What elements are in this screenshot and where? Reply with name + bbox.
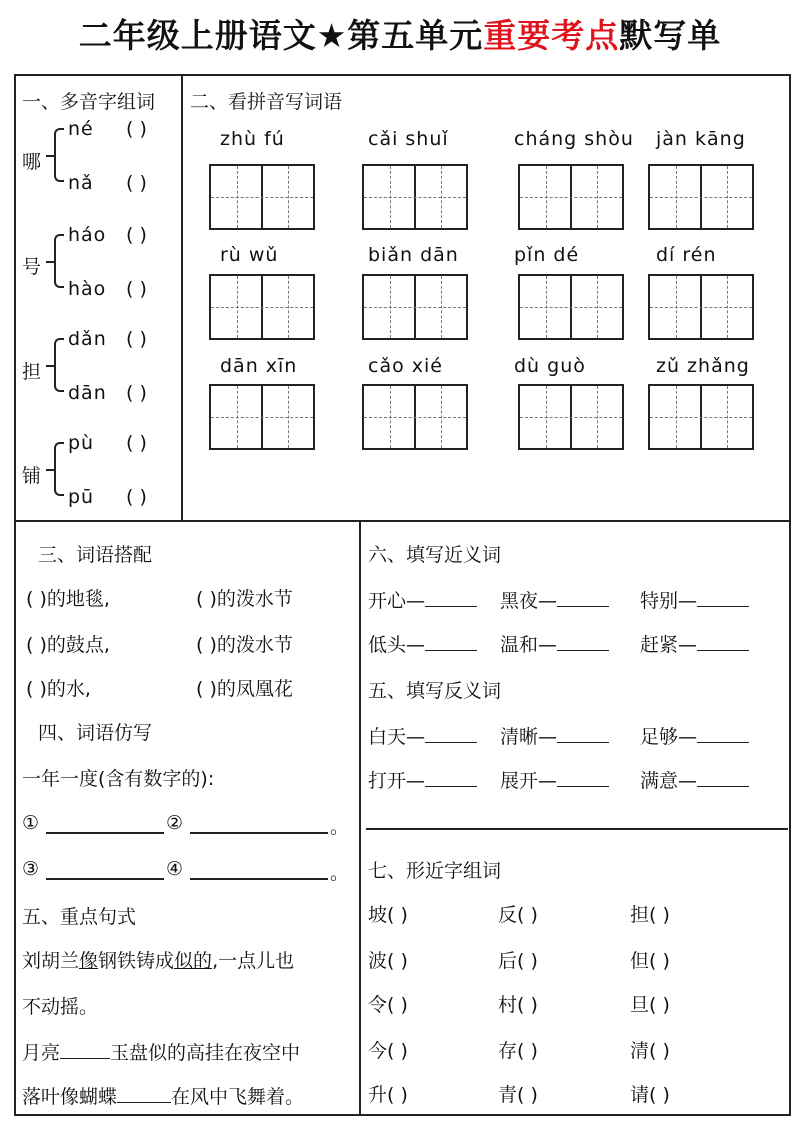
circled-number: ③ bbox=[22, 858, 40, 880]
collocation-item[interactable]: ( )的泼水节 bbox=[196, 588, 293, 610]
brace bbox=[54, 442, 64, 496]
writing-box[interactable] bbox=[518, 164, 624, 230]
section3-title: 三、词语搭配 bbox=[38, 544, 153, 566]
collocation-item[interactable]: ( )的水, bbox=[26, 678, 91, 700]
brace bbox=[54, 338, 64, 392]
similar-char-item[interactable]: 反( ) bbox=[498, 904, 538, 926]
frame-top bbox=[14, 74, 791, 76]
similar-char-item[interactable]: 升( ) bbox=[368, 1084, 408, 1106]
similar-char-item[interactable]: 令( ) bbox=[368, 994, 408, 1016]
pinyin-label: né bbox=[68, 118, 94, 140]
pinyin-label: nǎ bbox=[68, 172, 94, 194]
similar-char-item[interactable]: 波( ) bbox=[368, 950, 408, 972]
pinyin-label: pù bbox=[68, 432, 95, 454]
antonym-item[interactable]: 白天— bbox=[368, 722, 477, 749]
answer-blank[interactable] bbox=[46, 832, 164, 834]
antonym-item[interactable]: 足够— bbox=[640, 722, 749, 749]
writing-box[interactable] bbox=[518, 274, 624, 340]
synonym-item[interactable]: 黑夜— bbox=[500, 586, 609, 613]
pinyin-label: hào bbox=[68, 278, 107, 300]
synonym-item[interactable]: 开心— bbox=[368, 586, 477, 613]
pinyin-prompt: rù wǔ bbox=[220, 244, 279, 266]
pinyin-prompt: biǎn dān bbox=[368, 244, 459, 266]
section4-title: 四、词语仿写 bbox=[38, 722, 153, 744]
antonym-item[interactable]: 清晰— bbox=[500, 722, 609, 749]
sentence-exercise: 月亮 玉盘似的高挂在夜空中 bbox=[22, 1038, 300, 1065]
section1-title: 一、多音字组词 bbox=[22, 91, 156, 113]
synonym-item[interactable]: 低头— bbox=[368, 630, 477, 657]
similar-char-item[interactable]: 清( ) bbox=[630, 1040, 670, 1062]
similar-char-item[interactable]: 担( ) bbox=[630, 904, 670, 926]
divider-bottom-columns bbox=[359, 520, 361, 1116]
writing-box[interactable] bbox=[362, 384, 468, 450]
similar-char-item[interactable]: 但( ) bbox=[630, 950, 670, 972]
collocation-item[interactable]: ( )的鼓点, bbox=[26, 634, 110, 656]
frame-left bbox=[14, 74, 16, 1116]
polyphone-char: 号 bbox=[22, 256, 42, 278]
brace bbox=[54, 234, 64, 288]
frame-bottom bbox=[14, 1114, 791, 1116]
period: 。 bbox=[330, 816, 350, 838]
writing-box[interactable] bbox=[648, 164, 754, 230]
pinyin-prompt: pǐn dé bbox=[514, 244, 580, 266]
pinyin-label: háo bbox=[68, 224, 107, 246]
writing-box[interactable] bbox=[362, 274, 468, 340]
similar-char-item[interactable]: 存( ) bbox=[498, 1040, 538, 1062]
similar-char-item[interactable]: 今( ) bbox=[368, 1040, 408, 1062]
antonym-item[interactable]: 满意— bbox=[640, 766, 749, 793]
polyphone-char: 担 bbox=[22, 361, 42, 383]
writing-box[interactable] bbox=[362, 164, 468, 230]
pinyin-prompt: cǎo xié bbox=[368, 355, 443, 377]
synonym-item[interactable]: 温和— bbox=[500, 630, 609, 657]
brace bbox=[54, 128, 64, 182]
polyphone-char: 铺 bbox=[22, 465, 42, 487]
collocation-item[interactable]: ( )的泼水节 bbox=[196, 634, 293, 656]
similar-char-item[interactable]: 青( ) bbox=[498, 1084, 538, 1106]
similar-char-item[interactable]: 旦( ) bbox=[630, 994, 670, 1016]
writing-box[interactable] bbox=[209, 384, 315, 450]
answer-blank[interactable] bbox=[46, 878, 164, 880]
answer-paren[interactable]: ( ) bbox=[126, 432, 147, 454]
pinyin-prompt: zhù fú bbox=[220, 128, 285, 150]
collocation-item[interactable]: ( )的地毯, bbox=[26, 588, 110, 610]
example-sentence: 刘胡兰像钢铁铸成似的,一点儿也 bbox=[22, 950, 295, 972]
pinyin-prompt: dù guò bbox=[514, 355, 586, 377]
pinyin-prompt: cháng shòu bbox=[514, 128, 634, 150]
answer-paren[interactable]: ( ) bbox=[126, 118, 147, 140]
synonym-item[interactable]: 特别— bbox=[640, 586, 749, 613]
section5b-title: 五、填写反义词 bbox=[368, 680, 502, 702]
circled-number: ② bbox=[166, 812, 184, 834]
answer-blank[interactable] bbox=[117, 1083, 171, 1103]
writing-box[interactable] bbox=[648, 384, 754, 450]
answer-blank[interactable] bbox=[60, 1039, 110, 1059]
brace-tick bbox=[46, 469, 54, 471]
example-sentence-cont: 不动摇。 bbox=[22, 996, 99, 1018]
answer-paren[interactable]: ( ) bbox=[126, 382, 147, 404]
pinyin-prompt: cǎi shuǐ bbox=[368, 128, 449, 150]
synonym-item[interactable]: 赶紧— bbox=[640, 630, 749, 657]
answer-paren[interactable]: ( ) bbox=[126, 278, 147, 300]
imitation-prompt: 一年一度(含有数字的): bbox=[22, 768, 215, 790]
circled-number: ④ bbox=[166, 858, 184, 880]
writing-box[interactable] bbox=[518, 384, 624, 450]
section6-title: 六、填写近义词 bbox=[368, 544, 502, 566]
pinyin-prompt: dān xīn bbox=[220, 355, 298, 377]
title-highlight: 重要考点 bbox=[483, 16, 620, 55]
similar-char-item[interactable]: 请( ) bbox=[630, 1084, 670, 1106]
pinyin-prompt: jàn kāng bbox=[656, 128, 746, 150]
title-part1: 二年级上册语文★第五单元 bbox=[78, 16, 484, 55]
antonym-item[interactable]: 展开— bbox=[500, 766, 609, 793]
divider-s1-s2 bbox=[181, 74, 183, 521]
writing-box[interactable] bbox=[648, 274, 754, 340]
polyphone-char: 哪 bbox=[22, 151, 42, 173]
answer-paren[interactable]: ( ) bbox=[126, 328, 147, 350]
pinyin-label: dān bbox=[68, 382, 107, 404]
section7-title: 七、形近字组词 bbox=[368, 860, 502, 882]
pinyin-prompt: zǔ zhǎng bbox=[656, 355, 750, 377]
circled-number: ① bbox=[22, 812, 40, 834]
brace-tick bbox=[46, 365, 54, 367]
answer-blank[interactable] bbox=[190, 832, 328, 834]
sentence-exercise: 落叶像蝴蝶 在风中飞舞着。 bbox=[22, 1082, 304, 1109]
answer-paren[interactable]: ( ) bbox=[126, 486, 147, 508]
brace-tick bbox=[46, 155, 54, 157]
pinyin-label: dǎn bbox=[68, 328, 107, 350]
pinyin-prompt: dí rén bbox=[656, 244, 717, 266]
answer-paren[interactable]: ( ) bbox=[126, 172, 147, 194]
period: 。 bbox=[330, 862, 350, 884]
page-title bbox=[0, 10, 800, 57]
writing-box[interactable] bbox=[209, 164, 315, 230]
section2-title: 二、看拼音写词语 bbox=[190, 91, 343, 113]
similar-char-item[interactable]: 村( ) bbox=[498, 994, 538, 1016]
antonym-item[interactable]: 打开— bbox=[368, 766, 477, 793]
answer-paren[interactable]: ( ) bbox=[126, 224, 147, 246]
divider-s5b-s7 bbox=[366, 828, 788, 830]
similar-char-item[interactable]: 坡( ) bbox=[368, 904, 408, 926]
section5a-title: 五、重点句式 bbox=[22, 906, 137, 928]
collocation-item[interactable]: ( )的凤凰花 bbox=[196, 678, 293, 700]
title-part3: 默写单 bbox=[619, 16, 722, 55]
frame-right bbox=[789, 74, 791, 1116]
pinyin-label: pū bbox=[68, 486, 95, 508]
writing-box[interactable] bbox=[209, 274, 315, 340]
similar-char-item[interactable]: 后( ) bbox=[498, 950, 538, 972]
answer-blank[interactable] bbox=[190, 878, 328, 880]
brace-tick bbox=[46, 261, 54, 263]
divider-top-bottom bbox=[14, 520, 791, 522]
